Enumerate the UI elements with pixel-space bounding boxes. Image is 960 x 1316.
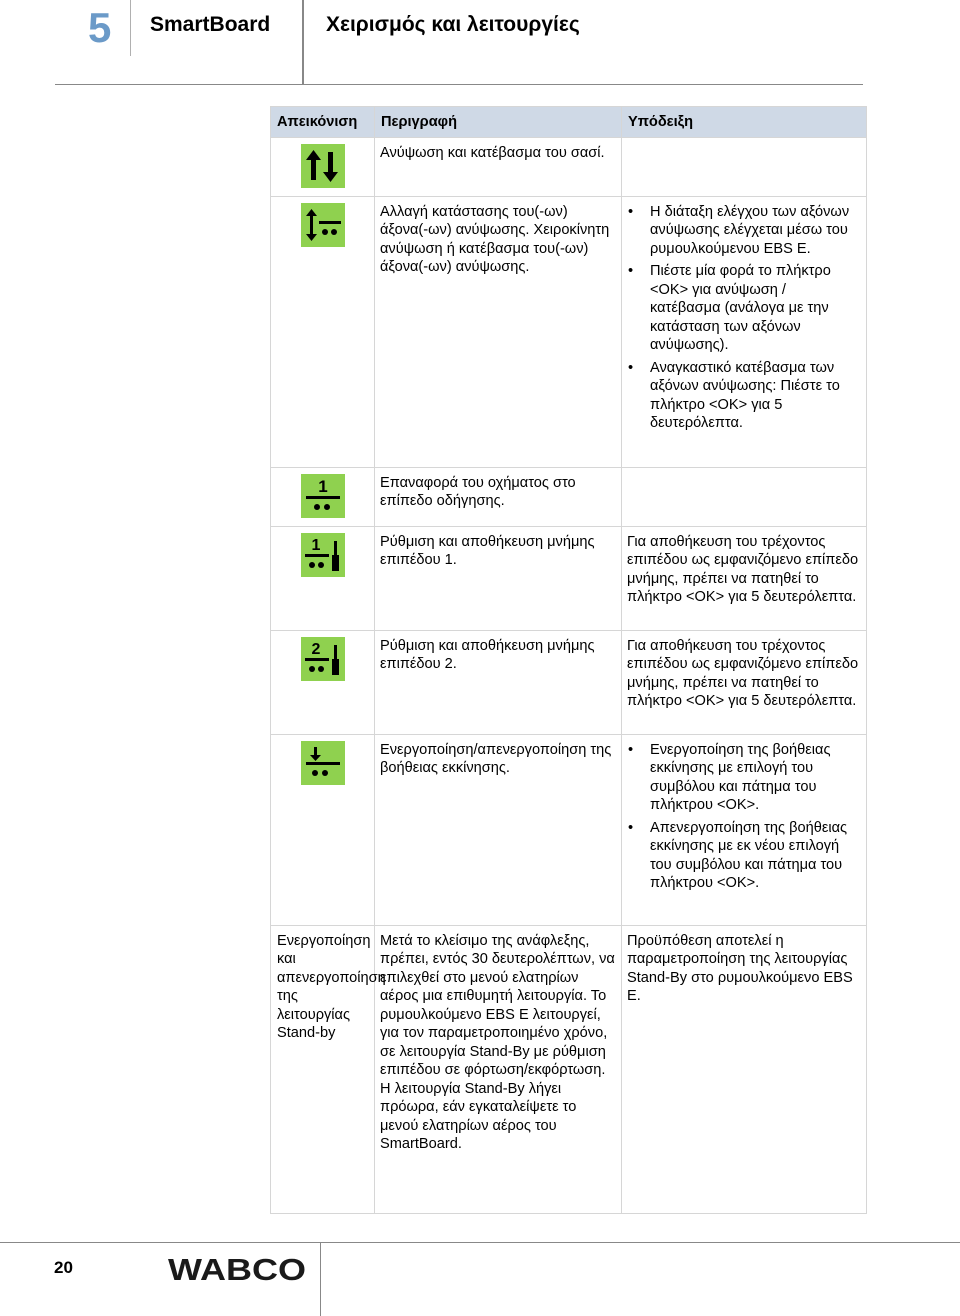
- image-cell: [271, 467, 375, 526]
- image-cell: Ενεργοποίηση και απενεργοποίηση της λειτουργίας Stand-by: [271, 925, 375, 1213]
- header-divider: [302, 0, 304, 84]
- hint-cell: Προϋπόθεση αποτελεί η παραμετροποίηση της λειτουργίας Stand-By στο ρυμουλκούμενο EBS E.: [622, 925, 867, 1213]
- image-cell: [271, 196, 375, 467]
- footer-rule: [0, 1242, 960, 1243]
- hint-list: [627, 741, 860, 893]
- driving-level-icon: [301, 474, 345, 518]
- header-divider: [130, 0, 131, 56]
- image-cell: [271, 630, 375, 734]
- hint-cell: [622, 196, 867, 467]
- icon-level-label: 1: [318, 476, 328, 496]
- hint-cell: Για αποθήκευση του τρέχοντος επιπέδου ως εμφανιζόμενο επίπεδο μνήμης, πρέπει να πατηθεί το πλήκτρο <OK> για 5 δευτερόλεπτα.: [622, 630, 867, 734]
- table-row: [271, 526, 867, 630]
- memory-level-2-icon: [301, 637, 345, 681]
- icon-level-label: 1: [311, 536, 321, 554]
- icon-level-label: 2: [311, 640, 321, 658]
- footer-divider: [320, 1242, 321, 1316]
- table-row: [271, 196, 867, 467]
- list-item: • Αναγκαστικό κατέβασμα των αξόνων ανύψωσης: Πιέστε το πλήκτρο <OK> για 5 δευτερόλεπτα.: [650, 359, 860, 433]
- table-row: [271, 137, 867, 196]
- image-cell: [271, 734, 375, 925]
- hint-cell: [622, 137, 867, 196]
- hint-cell: [622, 467, 867, 526]
- list-item: • Η διάταξη ελέγχου των αξόνων ανύψωσης ελέγχεται μέσω του ρυμουλκούμενου EBS E.: [650, 203, 860, 259]
- function-table: [270, 106, 867, 1214]
- hint-cell: Για αποθήκευση του τρέχοντος επιπέδου ως εμφανιζόμενο επίπεδο μνήμης, πρέπει να πατηθεί το πλήκτρο <OK> για 5 δευτερόλεπτα.: [622, 526, 867, 630]
- description-cell: Αλλαγή κατάστασης του(-ων) άξονα(-ων) ανύψωσης. Χειροκίνητη ανύψωση ή κατέβασμα του(-ων) άξονα(-ων) ανύψωσης.: [375, 196, 622, 467]
- image-cell: [271, 137, 375, 196]
- memory-level-1-icon: [301, 533, 345, 577]
- product-name: SmartBoard: [150, 13, 271, 36]
- description-text: Η λειτουργία Stand-By λήγει πρόωρα, εάν εγκαταλείψετε το μενού ελατηρίων αέρος του SmartBoard.: [380, 1080, 577, 1152]
- description-cell: Ρύθμιση και αποθήκευση μνήμης επιπέδου 1.: [375, 526, 622, 630]
- description-cell: [375, 925, 622, 1213]
- page-number: 20: [54, 1258, 73, 1277]
- description-cell: Ανύψωση και κατέβασμα του σασί.: [375, 137, 622, 196]
- hint-cell: [622, 734, 867, 925]
- list-item: • Ενεργοποίηση της βοήθειας εκκίνησης με επιλογή του συμβόλου και πάτημα του πλήκτρου <OK>.: [650, 741, 860, 815]
- traction-help-icon: [301, 741, 345, 785]
- logo-text: WABCO: [168, 1254, 306, 1284]
- description-text: Μετά το κλείσιμο της ανάφλεξης, πρέπει, εντός 30 δευτερολέπτων, να επιλεχθεί στο μενού ελατηρίων αέρος μια επιθυμητή λειτουργία. Το ρυμουλκούμενο EBS E λειτουργεί, για τον παραμετροποιημένο χρόνο, σε λειτουργία Stand-By με ρύθμιση επιπέδου σε φόρτωση/εκφόρτωση.: [380, 932, 615, 1078]
- raise-lower-chassis-icon: [301, 144, 345, 188]
- table-header-row: [271, 107, 867, 138]
- table-row: [271, 925, 867, 1213]
- image-cell: [271, 526, 375, 630]
- list-item: • Απενεργοποίηση της βοήθειας εκκίνησης με εκ νέου επιλογή του συμβόλου και πάτημα του πλήκτρου <OK>.: [650, 819, 860, 893]
- list-item: • Πιέστε μία φορά το πλήκτρο <OK> για ανύψωση / κατέβασμα (ανάλογα με την κατάσταση των αξόνων ανύψωσης).: [650, 262, 860, 355]
- chapter-number: 5: [88, 4, 112, 51]
- table-row: [271, 467, 867, 526]
- column-header-image: Απεικόνιση: [271, 107, 375, 138]
- wabco-logo: [168, 1254, 308, 1284]
- lift-axle-icon: [301, 203, 345, 247]
- chapter-title: Χειρισμός και λειτουργίες: [326, 13, 580, 36]
- header-rule: [55, 84, 863, 85]
- hint-list: [627, 203, 860, 433]
- table-row: [271, 630, 867, 734]
- column-header-hint: Υπόδειξη: [622, 107, 867, 138]
- description-cell: Ρύθμιση και αποθήκευση μνήμης επιπέδου 2.: [375, 630, 622, 734]
- description-cell: Ενεργοποίηση/απενεργοποίηση της βοήθειας εκκίνησης.: [375, 734, 622, 925]
- column-header-description: Περιγραφή: [375, 107, 622, 138]
- description-cell: Επαναφορά του οχήματος στο επίπεδο οδήγησης.: [375, 467, 622, 526]
- table-row: [271, 734, 867, 925]
